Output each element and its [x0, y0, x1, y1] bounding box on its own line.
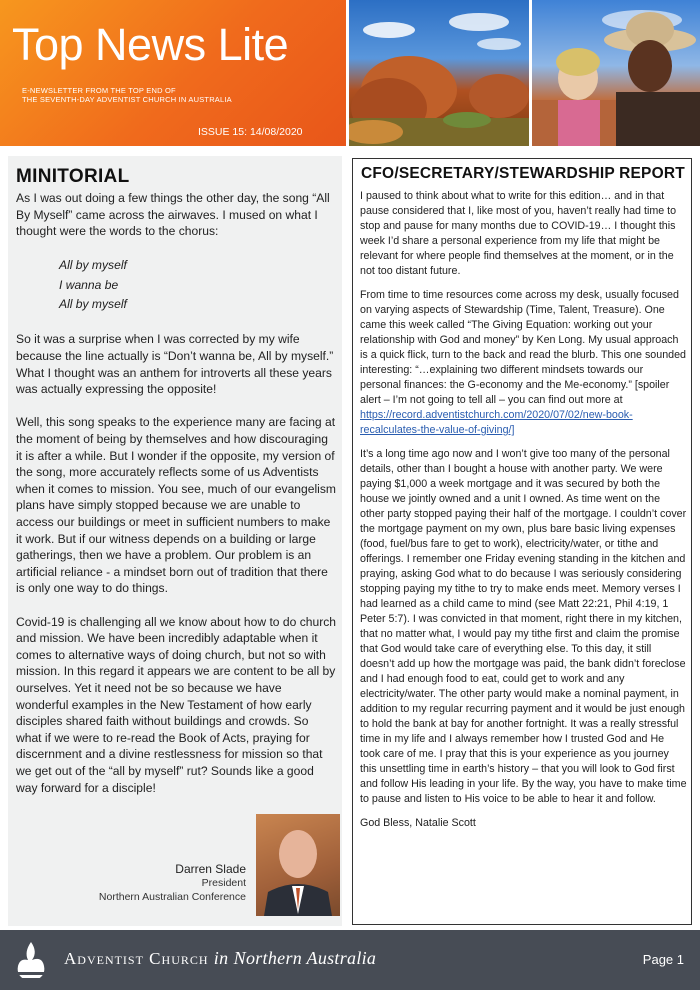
record-article-link[interactable]: https://record.adventistchurch.com/2020/07/02/new-book-recalculates-the-value-of-giving/]	[360, 409, 633, 436]
author-portrait	[256, 814, 340, 916]
minitorial-body	[16, 190, 336, 813]
footer-bar	[0, 930, 700, 990]
title-banner	[0, 0, 346, 146]
minitorial-paragraph-2: So it was a surprise when I was corrected by my wife because the line actually is “Don’t wanna be, All by myself.” What I thought was an anthem for introverts all these years was actually expressing the opposite!	[16, 332, 334, 397]
report-signoff: God Bless, Natalie Scott	[360, 817, 476, 829]
stewardship-report-section	[352, 158, 692, 925]
lyric-line: All by myself	[59, 258, 127, 273]
author-organization: Northern Australian Conference	[98, 891, 246, 903]
outback-rocks-photo	[349, 0, 529, 146]
family-outback-photo	[532, 0, 700, 146]
lyric-line: All by myself	[59, 297, 127, 312]
tagline-line-1: E-NEWSLETTER FROM THE TOP END OF	[22, 86, 176, 95]
minitorial-section	[8, 156, 342, 926]
report-paragraph-3: It’s a long time ago now and I won’t give too many of the personal details, other than I bought a house with another party. We were paying $1,000 a week mortgage and it was secured by both the house we jointly owned and a unit I owned. As time went on the other party stopped paying their half of the mortgage. I couldn’t cover the mortgage payment on my own, plus bare basic living expenses (food, fuel/bus fare to get to work), electricity/water, or tithe and offerings. I remember one Friday evening standing in the kitchen and praying, asking God what to do because I was seriously considering stopping paying my tithe to try to make ends meet. Memory verses I had learned as a child came to mind (see Matt 22:21, Phil 4:19, 1 Peter 5:7). I was convicted in that moment, right there in my kitchen, that no matter what, I would pay my tithe first and claim the promise that God would take care of everything else. To this day, it still doesn’t add up how the mortgage was paid, the bank didn’t foreclose and I had enough food to eat, could get to work and any electricity/water. The other party would make a nominal payment, in addition to my regular recurring payment and it would be just enough to hold the bank at bay for another fortnight. It was a really stressful time in my life and I always remember how I trusted God and He took care of me. I pray that this is your experience as you journey this unsettling time in earth’s history – that you will look to God first and follow His leading in your life. By the way, you have to make time to pause and listen to His voice to be able to hear it and follow.	[360, 448, 687, 805]
author-signature	[99, 862, 246, 904]
organization-name	[64, 948, 376, 969]
minitorial-paragraph-1: As I was out doing a few things the other day, the song “All By Myself” came across the airwaves. I mused on what I thought were the words to the chorus:	[16, 191, 330, 239]
author-name: Darren Slade	[175, 862, 246, 876]
minitorial-heading: MINITORIAL	[16, 166, 130, 187]
report-heading: CFO/SECRETARY/STEWARDSHIP REPORT	[361, 165, 685, 182]
tagline-line-2: THE SEVENTH-DAY ADVENTIST CHURCH IN AUSTRALIA	[22, 95, 232, 104]
newsletter-title: Top News Lite	[12, 19, 289, 70]
page-number: Page 1	[642, 952, 684, 967]
lyric-line: I wanna be	[59, 277, 119, 292]
report-body	[360, 189, 687, 840]
issue-label: ISSUE 15: 14/08/2020	[198, 126, 303, 138]
org-region: Northern Australia	[233, 948, 377, 968]
minitorial-paragraph-3: Well, this song speaks to the experience many are facing at the moment of being by themselves and how discouraging it is after a while. But I wonder if the opposite, my version of the song, more accurately reflects some of us Adventists when it comes to mission. You see, much of our evangelism plans have simply stopped because we are unable to access our buildings or meet in sufficient numbers to make it work. But if our witness depends on a building or large gatherings, then we have a problem. Our problem is an artificial reliance - a mindset born out of tradition that there is only one way to do things.	[16, 415, 336, 596]
report-paragraph-2	[360, 288, 687, 438]
lyrics-quote	[16, 256, 336, 315]
report-paragraph-1: I paused to think about what to write for this edition… and in that pause considered that I, like most of you, haven’t really had time to stop and pause for many months due to COVID-19… I thought this week I’d share a personal experience from my life that might be relevant for where people find themselves at the moment, or in the not too distant future.	[360, 190, 677, 277]
church-flame-logo-icon	[8, 938, 54, 984]
org-main: Adventist Church	[64, 949, 209, 968]
author-role: President	[201, 877, 246, 889]
newsletter-header	[0, 0, 700, 146]
org-in: in	[213, 948, 229, 968]
report-paragraph-2-text: From time to time resources come across my desk, usually focused on varying aspects of Stewardship (Time, Talent, Treasure). One came this week called “The Giving Equation: working out your relationship with God and money” by Ken Long. My usual approach is a quick flick, turn to the back and read the blurb. This one sounded interesting: “…explaining two different mindsets towards our personal finances: the G-economy and the Me-economy.” [spoiler alert – I’m not going to tell all – you can find out more at	[360, 289, 686, 406]
minitorial-paragraph-4: Covid-19 is challenging all we know about how to do church and mission. We have been incredibly adaptable when it comes to alternative ways of doing church, but not so with mission. In this regard it appears we are content to be all by ourselves. Yet it need not be so because we have wonderful examples in the New Testament of how early disciples shared faith without buildings and crowds. So what if we were to re-read the Book of Acts, praying for discernment and a divine restlessness for mission so that we get out of the “all by myself” rut? Sounds like a good way forward for a disciple!	[16, 614, 337, 795]
newsletter-tagline	[22, 86, 232, 104]
